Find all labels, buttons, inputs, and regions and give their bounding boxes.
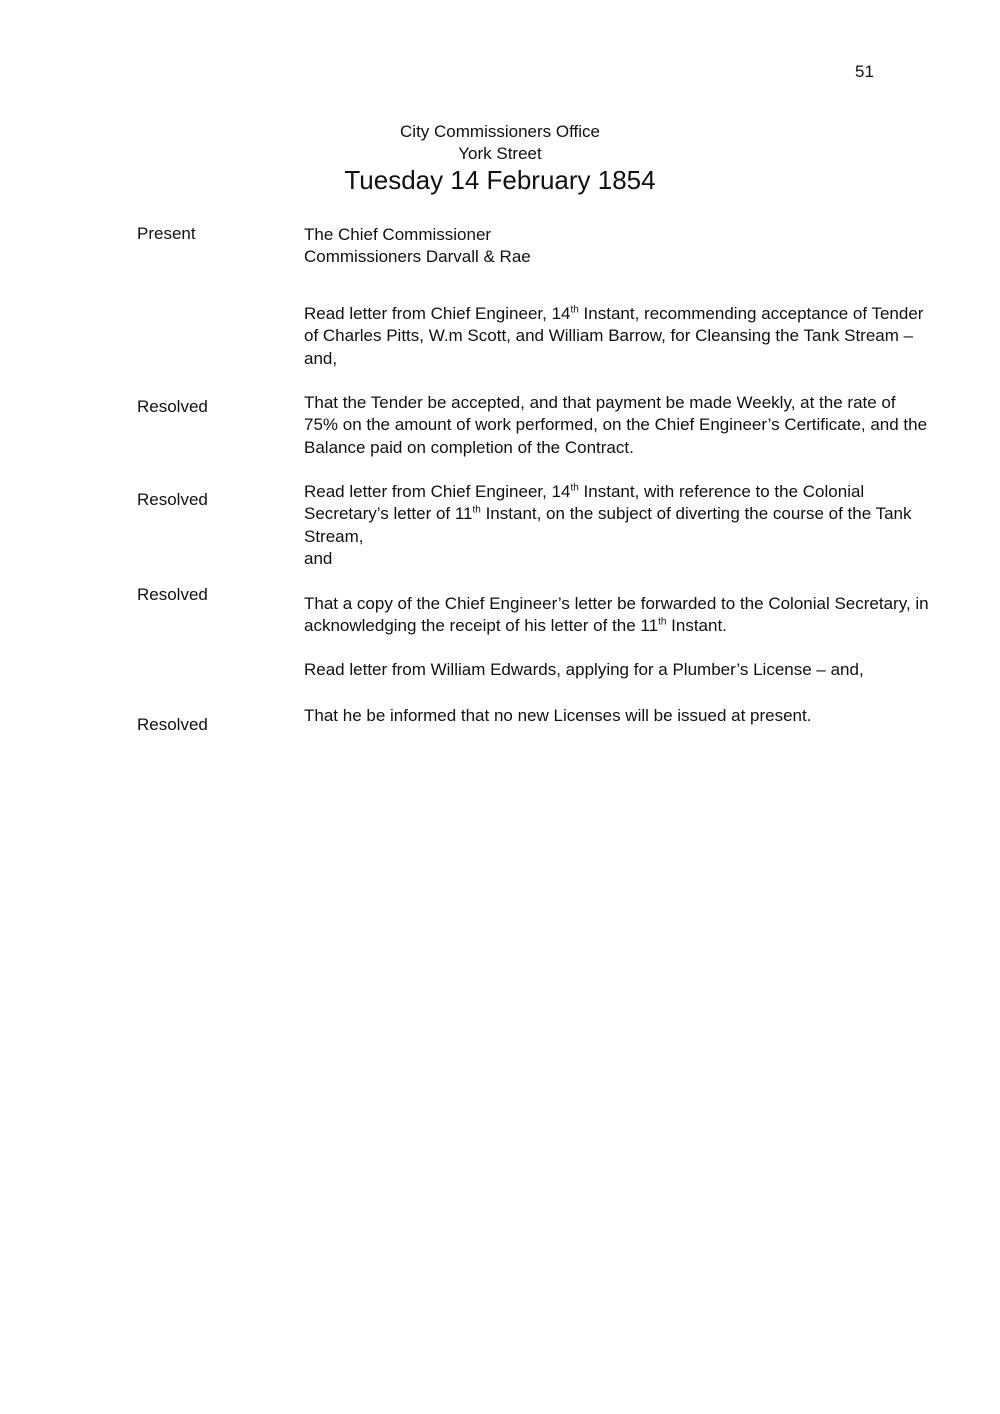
resolved-label: Resolved <box>137 490 208 509</box>
text-run: Instant, on the subject of diverting the course of the Tank Stream, <box>304 504 912 546</box>
street-name: York Street <box>458 144 542 163</box>
text-run: Read letter from Chief Engineer, 14 <box>304 304 571 323</box>
minute-paragraph-5: Read letter from William Edwards, applying for a Plumber’s License – and, <box>304 660 864 679</box>
text-run: That a copy of the Chief Engineer’s letter be forwarded to the Colonial Secretary, in acknowledging the receipt of his letter of the 11 <box>304 594 929 636</box>
minute-paragraph-6: That he be informed that no new Licenses will be issued at present. <box>304 706 812 725</box>
ordinal-suffix: th <box>570 304 579 316</box>
attendee-line: Commissioners Darvall & Rae <box>304 247 531 267</box>
page-number: 51 <box>855 62 874 81</box>
ordinal-suffix: th <box>472 504 481 516</box>
resolved-label: Resolved <box>137 397 208 416</box>
text-run: Read letter from Chief Engineer, 14 <box>304 482 571 501</box>
resolved-label: Resolved <box>137 585 208 604</box>
minute-paragraph-3 <box>304 481 929 570</box>
meeting-date: Tuesday 14 February 1854 <box>344 165 656 195</box>
minute-paragraph-4 <box>304 593 929 638</box>
resolved-label: Resolved <box>137 715 208 734</box>
text-run: Instant, recommending acceptance of Tender of Charles Pitts, W.m Scott, and William Barrow, for Cleansing the Tank Stream – and, <box>304 304 924 368</box>
ordinal-suffix: th <box>658 616 667 628</box>
office-name: City Commissioners Office <box>400 122 600 141</box>
minute-paragraph-2: That the Tender be accepted, and that payment be made Weekly, at the rate of 75% on the amount of work performed, on the Chief Engineer’s Certificate, and the Balance paid on completion of the Contract. <box>304 393 928 457</box>
text-run: Instant. <box>666 616 727 636</box>
ordinal-suffix: th <box>570 482 579 494</box>
text-run: Instant, with reference to the Colonial Secretary’s letter of 11 <box>304 482 865 524</box>
minute-paragraph-1 <box>304 303 929 370</box>
present-label: Present <box>137 224 196 243</box>
text-run: and <box>304 548 333 568</box>
attendees <box>304 224 929 269</box>
attendee-line: The Chief Commissioner <box>304 225 492 244</box>
